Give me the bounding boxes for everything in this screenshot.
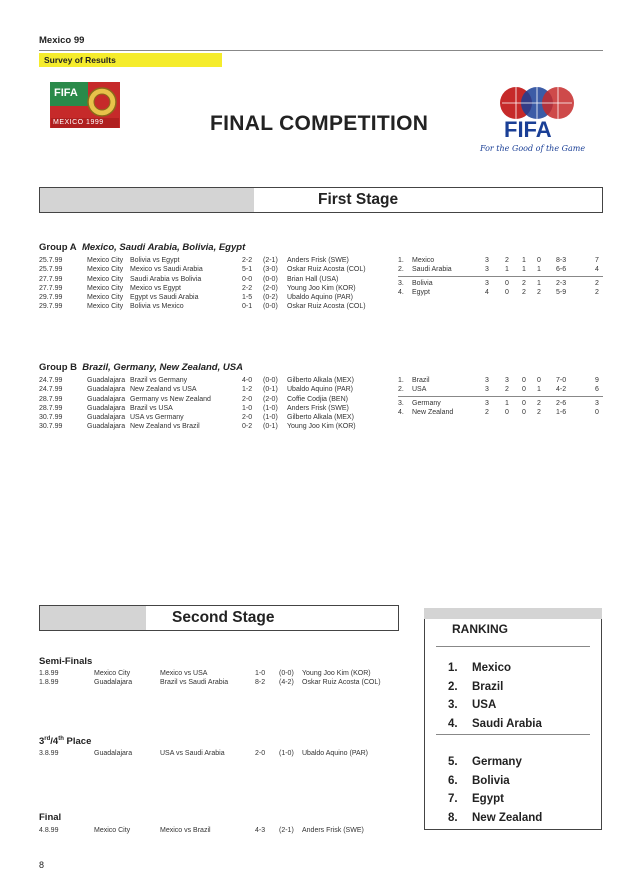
ranking-team: New Zealand — [472, 811, 543, 824]
match-halftime: (2-0) — [263, 284, 278, 292]
match-row — [39, 376, 389, 385]
standings-lost: 2 — [537, 399, 541, 407]
match-score: 2-0 — [242, 395, 253, 403]
group-b-matches — [39, 376, 389, 432]
ranking-rule-top — [436, 646, 590, 647]
group-b-standings — [398, 376, 603, 417]
match-date: 1.8.99 — [39, 679, 59, 687]
match-referee: Gilberto Alkala (MEX) — [287, 414, 354, 422]
match-row — [39, 422, 389, 431]
match-teams: Saudi Arabia vs Bolivia — [130, 275, 202, 283]
ranking-pos: 8. — [448, 811, 458, 824]
standings-drawn: 2 — [522, 279, 526, 287]
section-tag: Survey of Results — [39, 53, 222, 67]
match-row — [39, 404, 389, 413]
standings-played: 4 — [485, 288, 489, 296]
standings-goals: 1-6 — [556, 408, 567, 416]
ranking-item — [448, 773, 598, 791]
confed-cup-logo — [50, 82, 120, 138]
second-stage-label: Second Stage — [172, 609, 275, 626]
match-date: 30.7.99 — [39, 414, 63, 422]
match-referee: Anders Frisk (SWE) — [302, 827, 364, 834]
fifa-slogan: For the Good of the Game — [480, 144, 586, 153]
standings-points: 2 — [595, 279, 599, 287]
match-teams: Brazil vs Saudi Arabia — [160, 679, 229, 687]
standings-goals: 5-9 — [556, 288, 567, 296]
match-teams: Bolivia vs Egypt — [130, 257, 180, 264]
match-venue: Guadalajara — [87, 404, 126, 412]
standings-pos: 3. — [398, 279, 404, 287]
match-teams: Bolivia vs Mexico — [130, 303, 184, 311]
standings-points: 3 — [595, 399, 599, 407]
match-score: 1-0 — [255, 670, 266, 677]
standings-row — [398, 265, 603, 274]
ranking-item — [448, 716, 598, 734]
ranking-team: Saudi Arabia — [472, 717, 542, 730]
match-teams: Mexico vs Egypt — [130, 284, 181, 292]
ranking-pos: 4. — [448, 717, 458, 730]
match-score: 1-5 — [242, 294, 253, 302]
standings-lost: 1 — [537, 266, 541, 274]
match-row — [39, 669, 399, 678]
match-halftime: (0-1) — [263, 386, 278, 394]
group-a-standings — [398, 256, 603, 297]
standings-played: 3 — [485, 399, 489, 407]
match-row — [39, 256, 389, 265]
match-row — [39, 749, 399, 758]
match-venue: Mexico City — [87, 257, 124, 264]
match-score: 5-1 — [242, 266, 253, 274]
match-row — [39, 413, 389, 422]
semi-finals-heading: Semi-Finals — [39, 656, 93, 667]
standings-pos: 4. — [398, 288, 404, 296]
match-date: 25.7.99 — [39, 257, 63, 264]
match-halftime: (3-0) — [263, 266, 278, 274]
match-score: 0-1 — [242, 303, 253, 311]
match-date: 1.8.99 — [39, 670, 59, 677]
standings-pos: 2. — [398, 386, 404, 394]
match-row — [39, 826, 399, 835]
final-heading: Final — [39, 812, 62, 823]
standings-team: New Zealand — [412, 408, 454, 416]
match-score: 2-2 — [242, 284, 253, 292]
match-row — [39, 385, 389, 394]
standings-lost: 0 — [537, 257, 541, 264]
match-venue: Guadalajara — [87, 395, 126, 403]
match-teams: Mexico vs USA — [160, 670, 208, 677]
match-venue: Mexico City — [87, 284, 124, 292]
match-teams: Mexico vs Saudi Arabia — [130, 266, 203, 274]
match-row — [39, 302, 389, 311]
match-halftime: (4-2) — [279, 679, 294, 687]
standings-team: Saudi Arabia — [412, 266, 452, 274]
standings-goals: 6-6 — [556, 266, 567, 274]
standings-row — [398, 408, 603, 417]
match-score: 0-2 — [242, 423, 253, 431]
match-date: 3.8.99 — [39, 750, 59, 757]
match-referee: Oskar Ruiz Acosta (COL) — [287, 303, 366, 311]
match-venue: Mexico City — [87, 275, 124, 283]
standings-lost: 0 — [537, 377, 541, 384]
match-teams: Brazil vs Germany — [130, 377, 188, 384]
match-teams: Brazil vs USA — [130, 404, 173, 412]
standings-line — [398, 276, 603, 277]
match-venue: Guadalajara — [94, 679, 133, 687]
match-date: 28.7.99 — [39, 395, 63, 403]
standings-team: Egypt — [412, 288, 430, 296]
standings-points: 6 — [595, 386, 599, 394]
ranking-team: Mexico — [472, 662, 511, 674]
standings-played: 3 — [485, 266, 489, 274]
page-title: FINAL COMPETITION — [210, 112, 429, 135]
ranking-pos: 3. — [448, 699, 458, 711]
match-score: 1-2 — [242, 386, 253, 394]
standings-team: USA — [412, 386, 427, 394]
confed-logo-sub: MEXICO 1999 — [53, 119, 104, 126]
group-a-header: Group A Mexico, Saudi Arabia, Bolivia, Egypt — [39, 242, 246, 253]
match-venue: Mexico City — [87, 266, 124, 274]
ranking-pos: 7. — [448, 793, 458, 805]
match-score: 8-2 — [255, 679, 266, 687]
match-score: 1-0 — [242, 404, 253, 412]
standings-team: Mexico — [412, 257, 435, 264]
match-row — [39, 395, 389, 404]
match-date: 29.7.99 — [39, 303, 63, 311]
match-score: 2-2 — [242, 257, 253, 264]
match-referee: Oskar Ruiz Acosta (COL) — [287, 266, 366, 274]
match-venue: Guadalajara — [87, 414, 126, 422]
standings-lost: 2 — [537, 288, 541, 296]
first-stage-label: First Stage — [318, 191, 399, 208]
match-halftime: (2-1) — [263, 257, 278, 264]
match-halftime: (1-0) — [263, 414, 278, 422]
match-teams: USA vs Saudi Arabia — [160, 750, 225, 757]
ranking-item — [448, 679, 598, 697]
standings-played: 3 — [485, 257, 489, 264]
standings-team: Germany — [412, 399, 441, 407]
ranking-team: Germany — [472, 756, 522, 768]
ranking-item — [448, 660, 598, 678]
match-halftime: (0-0) — [279, 670, 294, 677]
ranking-item — [448, 754, 598, 772]
match-referee: Gilberto Alkala (MEX) — [287, 377, 354, 384]
match-score: 4-0 — [242, 377, 253, 384]
ranking-team: Egypt — [472, 793, 504, 805]
match-referee: Anders Frisk (SWE) — [287, 257, 349, 264]
match-halftime: (0-0) — [263, 275, 278, 283]
standings-drawn: 0 — [522, 408, 526, 416]
final-matches — [39, 826, 399, 835]
standings-team: Brazil — [412, 377, 430, 384]
ranking-item — [448, 810, 598, 828]
standings-drawn: 1 — [522, 266, 526, 274]
standings-row — [398, 256, 603, 265]
match-teams: Germany vs New Zealand — [130, 395, 211, 403]
standings-pos: 1. — [398, 257, 404, 264]
match-halftime: (0-0) — [263, 377, 278, 384]
standings-lost: 1 — [537, 386, 541, 394]
ranking-pos: 1. — [448, 662, 458, 674]
standings-row — [398, 288, 603, 297]
match-teams: New Zealand vs USA — [130, 386, 197, 394]
standings-team: Bolivia — [412, 279, 433, 287]
match-score: 2-0 — [255, 750, 266, 757]
standings-played: 3 — [485, 279, 489, 287]
standings-points: 7 — [595, 257, 599, 264]
match-row — [39, 678, 399, 687]
ranking-team: USA — [472, 699, 497, 711]
ranking-pos: 5. — [448, 756, 458, 768]
standings-won: 0 — [505, 288, 509, 296]
match-score: 4-3 — [255, 827, 266, 834]
match-teams: Egypt vs Saudi Arabia — [130, 294, 199, 302]
standings-goals: 7-0 — [556, 377, 567, 384]
match-referee: Young Joo Kim (KOR) — [287, 284, 356, 292]
standings-pos: 1. — [398, 377, 404, 384]
match-venue: Mexico City — [87, 303, 124, 311]
third-place-matches — [39, 749, 399, 758]
match-row — [39, 275, 389, 284]
match-venue: Guadalajara — [87, 423, 126, 431]
standings-won: 3 — [505, 377, 509, 384]
match-venue: Guadalajara — [87, 377, 126, 384]
header-rule — [39, 50, 603, 51]
standings-points: 2 — [595, 288, 599, 296]
standings-drawn: 1 — [522, 257, 526, 264]
match-halftime: (2-0) — [263, 395, 278, 403]
fifa-logo — [480, 84, 586, 156]
match-date: 27.7.99 — [39, 275, 63, 283]
standings-goals: 4-2 — [556, 386, 567, 394]
match-referee: Young Joo Kim (KOR) — [302, 670, 371, 677]
match-halftime: (1-0) — [263, 404, 278, 412]
match-score: 0-0 — [242, 275, 253, 283]
ranking-title: RANKING — [452, 622, 508, 636]
match-venue: Guadalajara — [87, 386, 126, 394]
standings-won: 0 — [505, 408, 509, 416]
standings-row — [398, 376, 603, 385]
match-referee: Young Joo Kim (KOR) — [287, 423, 356, 431]
page-number: 8 — [39, 860, 45, 870]
standings-drawn: 0 — [522, 386, 526, 394]
match-halftime: (2-1) — [279, 827, 294, 834]
standings-points: 4 — [595, 266, 599, 274]
standings-won: 1 — [505, 266, 509, 274]
match-row — [39, 265, 389, 274]
ranking-item — [448, 697, 598, 715]
match-referee: Brian Hall (USA) — [287, 275, 339, 283]
match-date: 27.7.99 — [39, 284, 63, 292]
standings-won: 2 — [505, 386, 509, 394]
match-venue: Mexico City — [94, 670, 131, 677]
standings-row — [398, 399, 603, 408]
standings-goals: 8-3 — [556, 257, 567, 264]
standings-won: 2 — [505, 257, 509, 264]
match-date: 28.7.99 — [39, 404, 63, 412]
match-teams: USA vs Germany — [130, 414, 184, 422]
standings-lost: 2 — [537, 408, 541, 416]
standings-points: 0 — [595, 408, 599, 416]
standings-drawn: 2 — [522, 288, 526, 296]
standings-played: 2 — [485, 408, 489, 416]
third-place-heading: 3rd/4th Place — [39, 736, 92, 748]
first-stage-banner — [39, 187, 603, 213]
ranking-list — [448, 660, 598, 830]
match-halftime: (0-1) — [263, 423, 278, 431]
standings-goals: 2-3 — [556, 279, 567, 287]
ranking-team: Brazil — [472, 680, 504, 693]
second-stage-banner — [39, 605, 399, 631]
standings-won: 0 — [505, 279, 509, 287]
standings-pos: 2. — [398, 266, 404, 274]
ranking-pos: 6. — [448, 774, 458, 787]
ranking-pos: 2. — [448, 680, 458, 693]
standings-row — [398, 279, 603, 288]
match-referee: Ubaldo Aquino (PAR) — [302, 750, 369, 757]
match-halftime: (0-0) — [263, 303, 278, 311]
event-name: Mexico 99 — [39, 35, 85, 46]
standings-drawn: 0 — [522, 377, 526, 384]
match-score: 2-0 — [242, 414, 253, 422]
match-teams: New Zealand vs Brazil — [130, 423, 200, 431]
match-referee: Oskar Ruiz Acosta (COL) — [302, 679, 381, 687]
match-referee: Ubaldo Aquino (PAR) — [287, 386, 354, 394]
ranking-item — [448, 791, 598, 809]
match-date: 24.7.99 — [39, 377, 63, 384]
fifa-logo-text: FIFA — [504, 117, 552, 142]
standings-lost: 1 — [537, 279, 541, 287]
match-teams: Mexico vs Brazil — [160, 827, 211, 834]
match-halftime: (0-2) — [263, 294, 278, 302]
confed-logo-text: FIFA — [54, 87, 78, 99]
match-row — [39, 293, 389, 302]
standings-won: 1 — [505, 399, 509, 407]
standings-points: 9 — [595, 377, 599, 384]
semi-finals-matches — [39, 669, 399, 688]
group-b-header: Group B Brazil, Germany, New Zealand, USA — [39, 362, 243, 373]
match-date: 30.7.99 — [39, 423, 63, 431]
match-referee: Anders Frisk (SWE) — [287, 404, 349, 412]
match-date: 25.7.99 — [39, 266, 63, 274]
match-referee: Coffie Codjia (BEN) — [287, 395, 348, 403]
standings-played: 3 — [485, 386, 489, 394]
standings-line — [398, 396, 603, 397]
ranking-team: Bolivia — [472, 774, 510, 787]
match-date: 24.7.99 — [39, 386, 63, 394]
standings-pos: 3. — [398, 399, 404, 407]
standings-row — [398, 385, 603, 394]
ranking-box-shade — [424, 608, 602, 619]
match-venue: Mexico City — [94, 827, 131, 834]
match-row — [39, 284, 389, 293]
standings-goals: 2-6 — [556, 399, 567, 407]
match-date: 29.7.99 — [39, 294, 63, 302]
standings-pos: 4. — [398, 408, 404, 416]
match-halftime: (1-0) — [279, 750, 294, 757]
standings-drawn: 0 — [522, 399, 526, 407]
match-venue: Mexico City — [87, 294, 124, 302]
match-venue: Guadalajara — [94, 750, 133, 757]
match-date: 4.8.99 — [39, 827, 59, 834]
match-referee: Ubaldo Aquino (PAR) — [287, 294, 354, 302]
standings-played: 3 — [485, 377, 489, 384]
group-a-matches — [39, 256, 389, 312]
